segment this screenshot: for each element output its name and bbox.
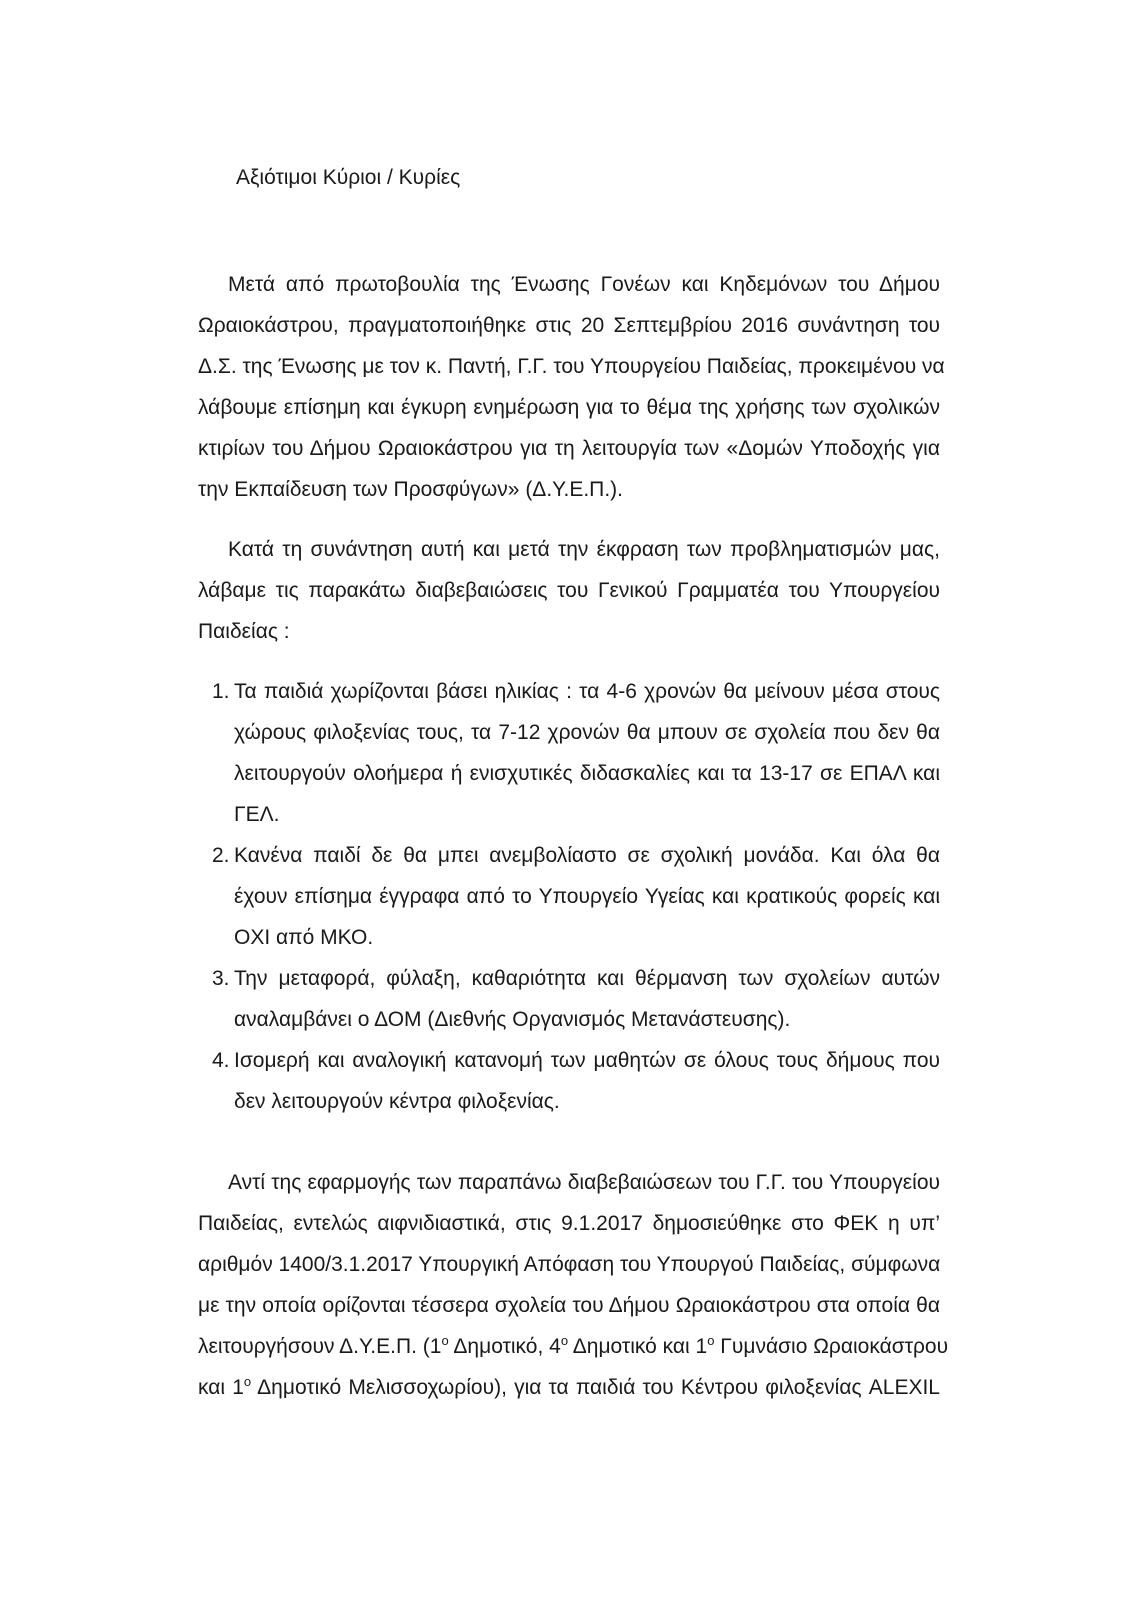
list-item-line: Την μεταφορά, φύλαξη, καθαριότητα και θέρμανση των σχολείων αυτών (234, 967, 940, 990)
text-segment: και 1 (198, 1376, 244, 1399)
paragraph-line: λάβουμε επίσημη και έγκυρη ενημέρωση για το θέμα της χρήσης των σχολικών (198, 396, 940, 419)
list-item-number: 2. (212, 844, 230, 867)
paragraph-line: λάβαμε τις παρακάτω διαβεβαιώσεις του Γενικού Γραμματέα του Υπουργείου (198, 579, 940, 602)
list-item-number: 1. (212, 680, 230, 703)
superscript-ordinal: ο (707, 1333, 715, 1348)
list-item-line: Τα παιδιά χωρίζονται βάσει ηλικίας : τα 4-6 χρονών θα μείνουν μέσα στους (234, 680, 940, 703)
salutation: Αξιότιμοι Κύριοι / Κυρίες (236, 166, 461, 189)
list-item-line: δεν λειτουργούν κέντρα φιλοξενίας. (234, 1090, 560, 1113)
text-segment: Δημοτικό, 4 (448, 1335, 561, 1358)
list-item-line: Κανένα παιδί δε θα μπει ανεμβολίαστο σε σχολική μονάδα. Και όλα θα (234, 844, 940, 867)
text-segment: Δημοτικό Μελισσοχωρίου), για τα παιδιά του Κέντρου φιλοξενίας ALEXIL (251, 1376, 940, 1399)
paragraph-line: αριθμόν 1400/3.1.2017 Υπουργική Απόφαση του Υπουργού Παιδείας, σύμφωνα (198, 1253, 941, 1276)
superscript-ordinal: ο (243, 1374, 252, 1389)
paragraph-line: Μετά από πρωτοβουλία της Ένωσης Γονέων και Κηδεμόνων του Δήμου (228, 273, 940, 296)
text-segment: Δημοτικό και 1 (568, 1335, 708, 1358)
list-item-line: αναλαμβάνει ο ΔΟΜ (Διεθνής Οργανισμός Μετανάστευσης). (234, 1008, 791, 1031)
paragraph-line: κτιρίων του Δήμου Ωραιοκάστρου για τη λειτουργία των «Δομών Υποδοχής για (198, 437, 940, 460)
superscript-ordinal: ο (441, 1333, 449, 1348)
superscript-ordinal: ο (560, 1333, 569, 1348)
text-segment: λειτουργήσουν Δ.Υ.Ε.Π. (1 (198, 1335, 442, 1358)
paragraph-line: Παιδείας : (198, 620, 290, 643)
paragraph-line: Δ.Σ. της Ένωσης με τον κ. Παντή, Γ.Γ. του Υπουργείου Παιδείας, προκειμένου να (198, 355, 945, 378)
text-segment: Γυμνάσιο Ωραιοκάστρου (714, 1335, 949, 1358)
paragraph-line: Παιδείας, εντελώς αιφνιδιαστικά, στις 9.1.2017 δημοσιεύθηκε στο ΦΕΚ η υπ’ (198, 1212, 940, 1235)
paragraph-line: Κατά τη συνάντηση αυτή και μετά την έκφραση των προβληματισμών μας, (228, 538, 940, 561)
list-item-line: χώρους φιλοξενίας τους, τα 7-12 χρονών θα μπουν σε σχολεία που δεν θα (234, 721, 940, 744)
list-item-line: Ισομερή και αναλογική κατανομή των μαθητών σε όλους τους δήμους που (234, 1049, 940, 1072)
paragraph-line: με την οποία ορίζονται τέσσερα σχολεία του Δήμου Ωραιοκάστρου στα οποία θα (198, 1294, 940, 1317)
paragraph-line: Αντί της εφαρμογής των παραπάνω διαβεβαιώσεων του Γ.Γ. του Υπουργείου (228, 1171, 940, 1194)
list-item-number: 3. (212, 967, 230, 990)
list-item-line: λειτουργούν ολοήμερα ή ενισχυτικές διδασκαλίες και τα 13-17 σε ΕΠΑΛ και (234, 762, 940, 785)
paragraph-line (198, 1375, 940, 1401)
list-item-line: έχουν επίσημα έγγραφα από το Υπουργείο Υγείας και κρατικούς φορείς και (234, 885, 940, 908)
list-item-line: ΟΧΙ από ΜΚΟ. (234, 926, 374, 949)
paragraph-line (198, 1333, 949, 1360)
paragraph-line: την Εκπαίδευση των Προσφύγων» (Δ.Υ.Ε.Π.). (198, 478, 623, 501)
paragraph-line: Ωραιοκάστρου, πραγματοποιήθηκε στις 20 Σεπτεμβρίου 2016 συνάντηση του (198, 314, 940, 337)
list-item-line: ΓΕΛ. (234, 803, 280, 826)
list-item-number: 4. (212, 1049, 230, 1072)
